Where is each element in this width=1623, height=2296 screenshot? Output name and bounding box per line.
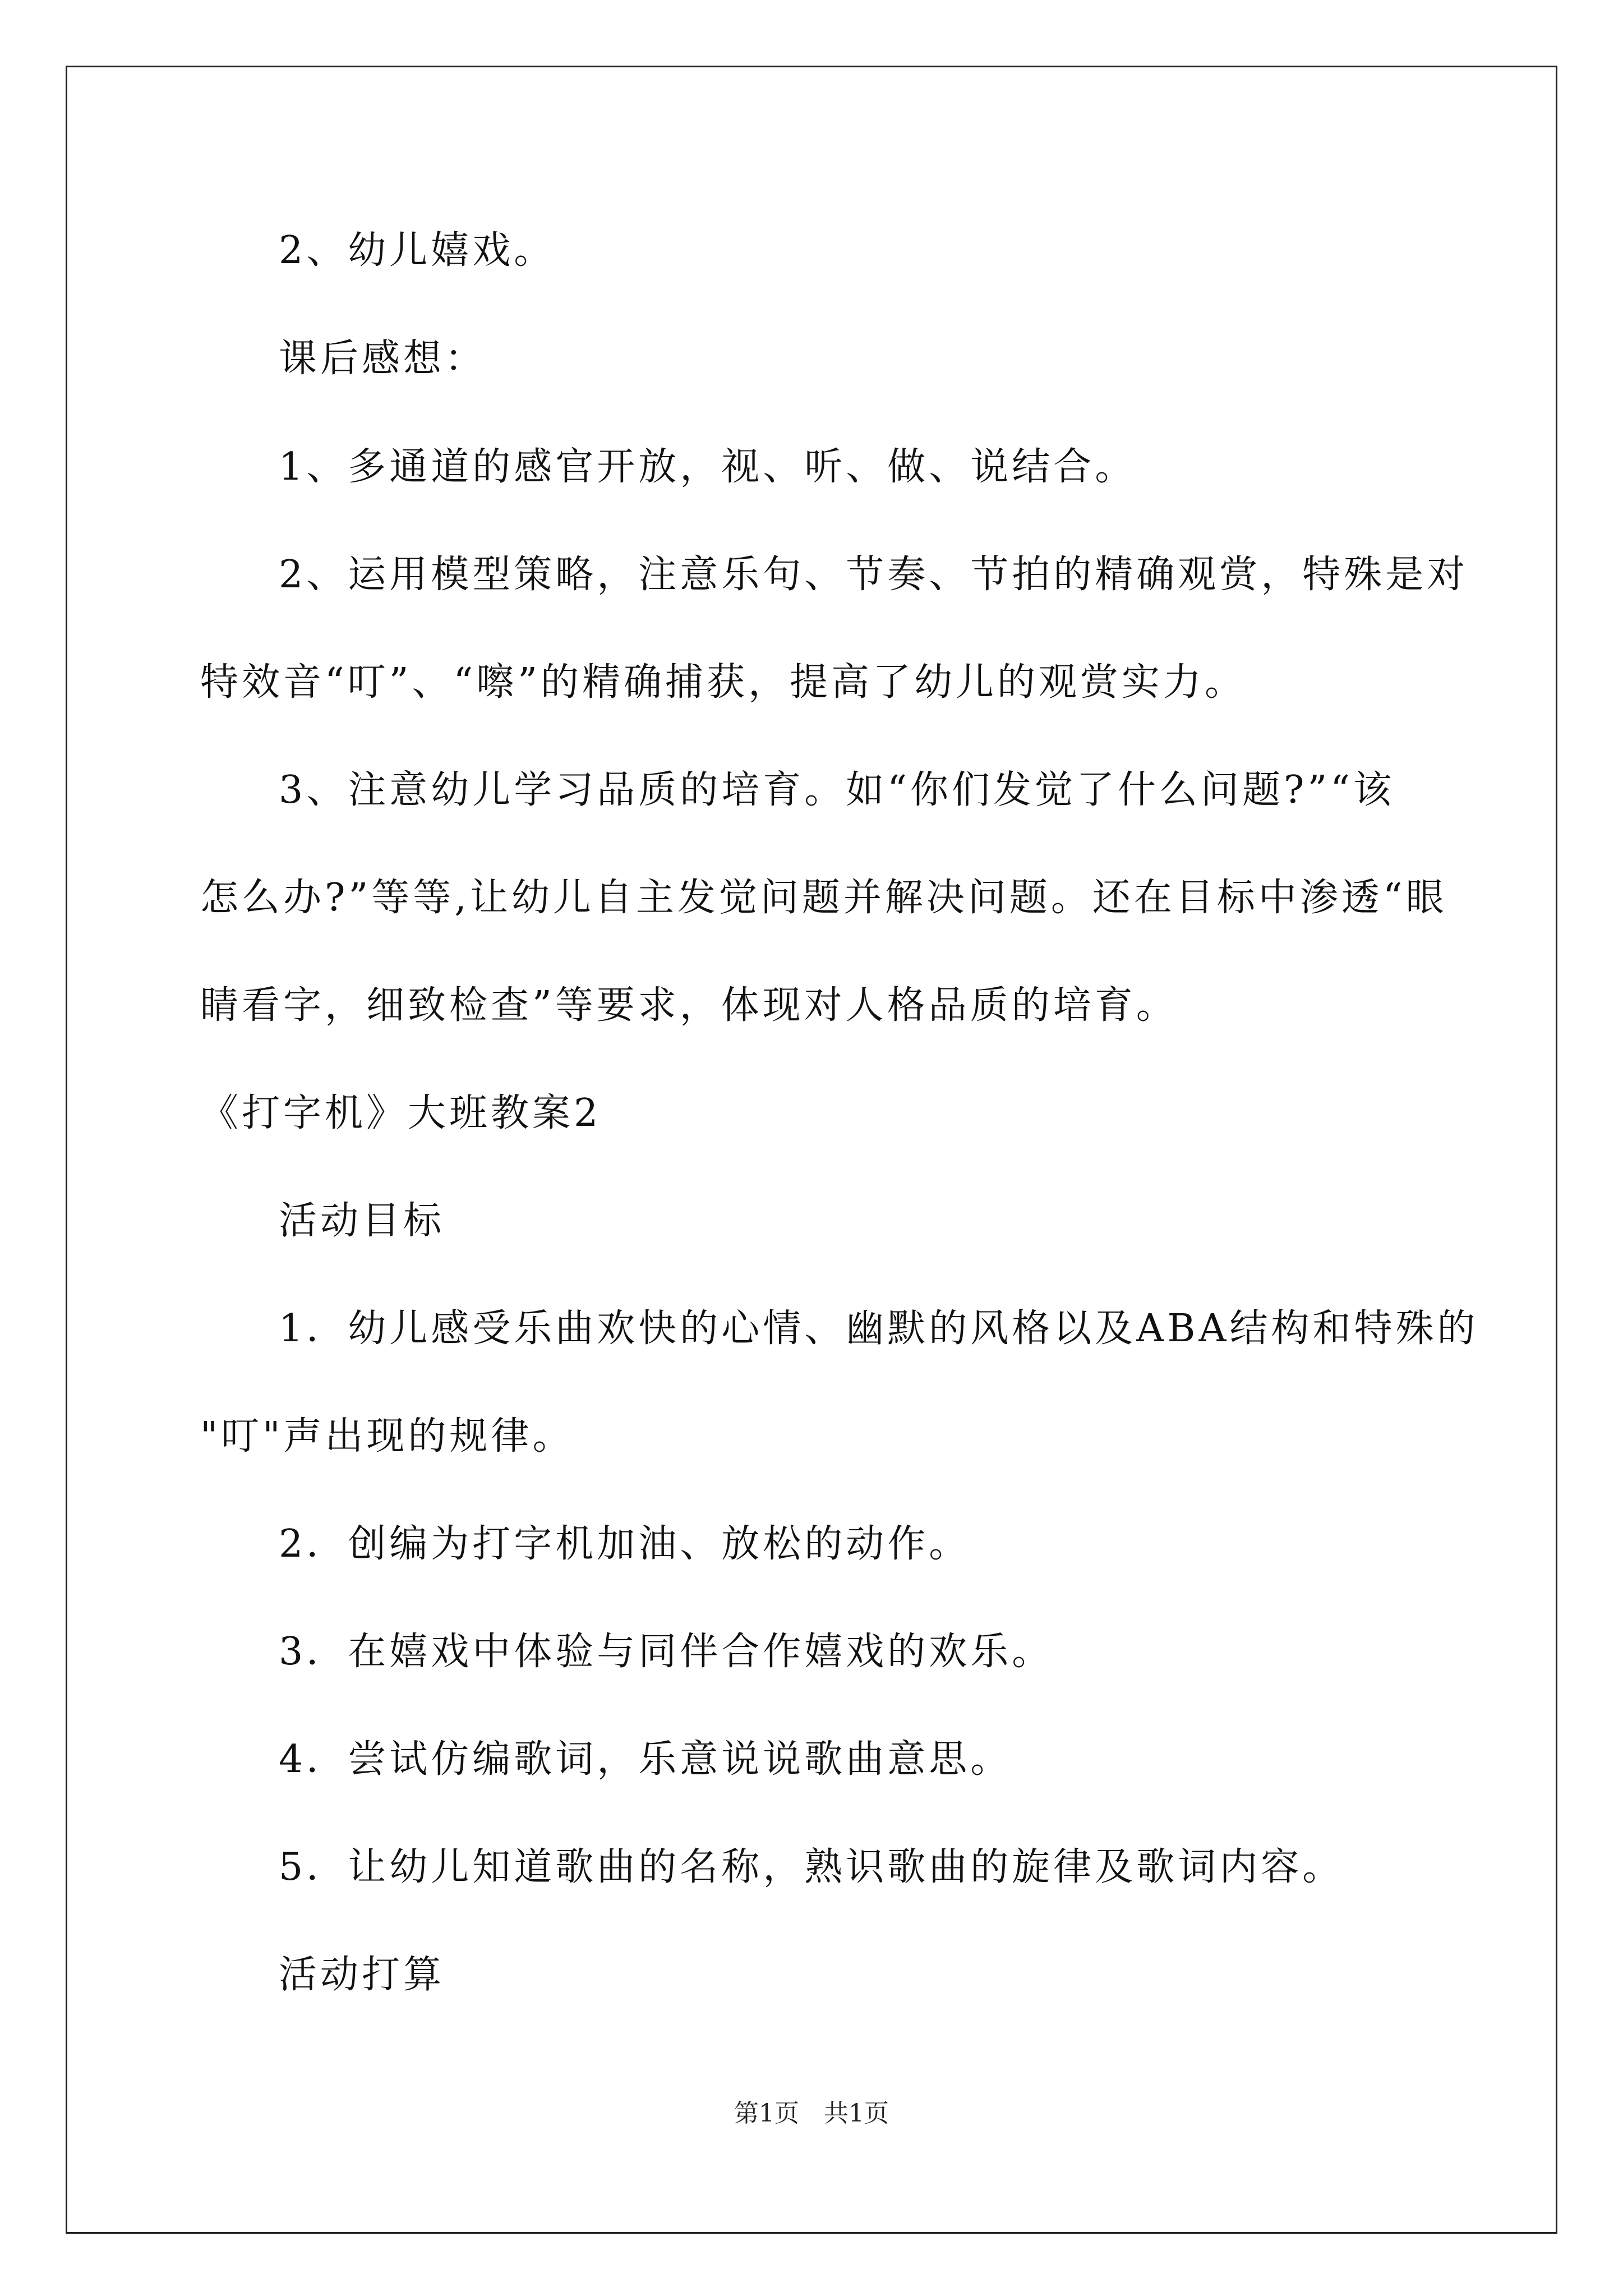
paragraph-goal-3: 3．在嬉戏中体验与同伴合作嬉戏的欢乐。 — [279, 1630, 1054, 1674]
paragraph-reflection-2b: 特效音“叮”、“嚓”的精确捕获，提高了幼儿的观赏实力。 — [200, 660, 1247, 705]
paragraph-game: 2、幼儿嬉戏。 — [279, 228, 556, 273]
paragraph-reflection-heading: 课后感想： — [279, 337, 487, 381]
paragraph-goal-1a: 1．幼儿感受乐曲欢快的心情、幽默的风格以及ABA结构和特殊的 — [279, 1306, 1479, 1351]
paragraph-goals-heading: 活动目标 — [279, 1199, 445, 1243]
paragraph-goal-2: 2．创编为打字机加油、放松的动作。 — [279, 1522, 971, 1566]
paragraph-reflection-3a: 3、注意幼儿学习品质的培育。如“你们发觉了什么问题?”“该 — [279, 768, 1395, 812]
paragraph-plan-heading: 活动打算 — [279, 1953, 445, 1997]
paragraph-reflection-2a: 2、运用模型策略，注意乐句、节奏、节拍的精确观赏，特殊是对 — [279, 553, 1469, 597]
page-border — [66, 66, 1557, 2234]
paragraph-goal-5: 5．让幼儿知道歌曲的名称，熟识歌曲的旋律及歌词内容。 — [279, 1845, 1344, 1889]
paragraph-goal-1b: "叮"声出现的规律。 — [200, 1414, 574, 1458]
page-footer: 第1页 共1页 — [734, 2099, 889, 2128]
paragraph-goal-4: 4．尝试仿编歌词，乐意说说歌曲意思。 — [279, 1737, 1012, 1782]
section-title: 《打字机》大班教案2 — [200, 1091, 602, 1135]
paragraph-reflection-3b: 怎么办?”等等,让幼儿自主发觉问题并解决问题。还在目标中渗透“眼 — [200, 876, 1447, 920]
paragraph-reflection-3c: 睛看字，细致检查”等要求，体现对人格品质的培育。 — [200, 983, 1178, 1028]
paragraph-reflection-1: 1、多通道的感官开放，视、听、做、说结合。 — [279, 445, 1137, 489]
